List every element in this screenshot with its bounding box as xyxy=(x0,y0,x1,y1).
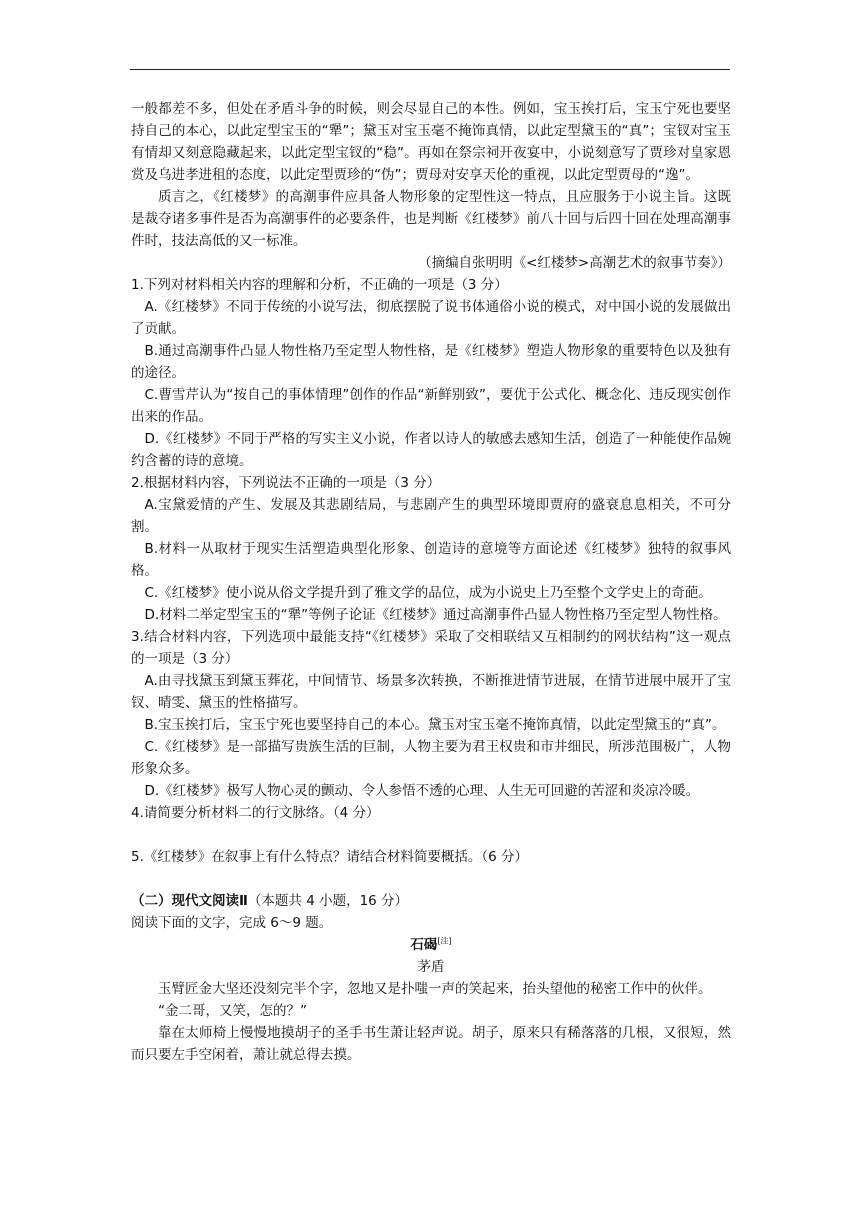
question-4: 4.请简要分析材料二的行文脉络。（4 分） xyxy=(131,805,380,821)
question-stem: 2.根据材料内容，下列说法不正确的一项是（3 分） xyxy=(131,475,441,491)
option-b: B.材料一从取材于现实生活塑造典型化形象、创造诗的意境等方面论述《红楼梦》独特的叙事风格。 xyxy=(131,541,731,579)
section-heading-bold: （二）现代文阅读Ⅱ xyxy=(131,893,248,909)
option-a: A.由寻找黛玉到黛玉葬花，中间情节、场景多次转换，不断推进情节进展，在情节进展中展开了宝钗、晴雯、黛玉的性格描写。 xyxy=(131,673,731,711)
section-heading-detail: （本题共 4 小题，16 分） xyxy=(247,893,409,909)
story-author: 茅盾 xyxy=(417,959,445,975)
source-citation: （摘编自张明明《<红楼梦>高潮艺术的叙事节奏》） xyxy=(418,255,731,271)
answer-space xyxy=(131,824,731,846)
option-d: D.《红楼梦》极写人物心灵的颤动、令人参悟不透的心理、人生无可回避的苦涩和炎凉冷暖。 xyxy=(144,783,700,799)
question-stem: 1.下列对材料相关内容的理解和分析，不正确的一项是（3 分） xyxy=(131,277,508,293)
option-b: B.通过高潮事件凸显人物性格乃至定型人物性格，是《红楼梦》塑造人物形象的重要特色以及独有的途径。 xyxy=(131,343,731,381)
question-1 xyxy=(131,274,731,472)
option-c: C.曹雪芹认为“按自己的事体情理”创作的作品“新鲜别致”，要优于公式化、概念化、违反现实创作出来的作品。 xyxy=(131,387,731,425)
story-title xyxy=(131,934,731,956)
footnote-mark: [注] xyxy=(437,936,452,946)
option-d: D.《红楼梦》不同于严格的写实主义小说，作者以诗人的敏感去感知生活，创造了一种能使作品婉约含蓄的诗的意境。 xyxy=(131,431,731,469)
story-paragraph: “金二哥，又笑，怎的？” xyxy=(158,1003,307,1019)
question-stem: 3.结合材料内容，下列选项中最能支持“《红楼梦》采取了交相联结又互相制约的网状结构”这一观点的一项是（3 分） xyxy=(131,629,731,667)
section-instruction: 阅读下面的文字，完成 6～9 题。 xyxy=(131,915,333,931)
story-paragraph: 靠在太师椅上慢慢地摸胡子的圣手书生萧让轻声说。胡子，原来只有稀落落的几根，又很短，然而只要左手空闲着，萧让就总得去摸。 xyxy=(131,1025,731,1063)
option-d: D.材料二举定型宝玉的“犟”等例子论证《红楼梦》通过高潮事件凸显人物性格乃至定型人物性格。 xyxy=(144,607,727,623)
header-rule xyxy=(130,69,730,70)
paragraph-continued: 一般都差不多，但处在矛盾斗争的时候，则会尽显自己的本性。例如，宝玉挨打后，宝玉宁死也要坚持自己的本心，以此定型宝玉的“犟”；黛玉对宝玉毫不掩饰真情，以此定型黛玉的“真”；宝钗对宝玉有情却又刻意隐藏起来，以此定型宝钗的“稳”。再如在祭宗祠开夜宴中，小说刻意写了贾珍对皇家恩赏及乌进孝进租的态度，以此定型贾珍的“伪”；贾母对安享天伦的重视，以此定型贾母的“逸”。 xyxy=(131,101,731,183)
document-body xyxy=(131,98,731,1066)
option-c: C.《红楼梦》使小说从俗文学提升到了雅文学的品位，成为小说史上乃至整个文学史上的奇葩。 xyxy=(144,585,712,601)
option-a: A.宝黛爱情的产生、发展及其悲剧结局，与悲剧产生的典型环境即贾府的盛衰息息相关，不可分割。 xyxy=(131,497,731,535)
question-5: 5.《红楼梦》在叙事上有什么特点？请结合材料简要概括。（6 分） xyxy=(131,849,529,865)
question-2 xyxy=(131,472,731,626)
story-title-text: 石碣 xyxy=(410,937,438,953)
story-paragraph: 玉臂匠金大坚还没刻完半个字，忽地又是扑嗤一声的笑起来，抬头望他的秘密工作中的伙伴。 xyxy=(158,981,712,997)
option-b: B.宝玉挨打后，宝玉宁死也要坚持自己的本心。黛玉对宝玉毫不掩饰真情，以此定型黛玉的“真”。 xyxy=(144,717,726,733)
option-a: A.《红楼梦》不同于传统的小说写法，彻底摆脱了说书体通俗小说的模式，对中国小说的发展做出了贡献。 xyxy=(131,299,731,337)
answer-space xyxy=(131,868,731,890)
option-c: C.《红楼梦》是一部描写贵族生活的巨制，人物主要为君王权贵和市井细民，所涉范围极广，人物形象众多。 xyxy=(131,739,731,777)
paragraph-conclusion: 质言之，《红楼梦》的高潮事件应具备人物形象的定型性这一特点，且应服务于小说主旨。这既是裁夺诸多事件是否为高潮事件的必要条件，也是判断《红楼梦》前八十回与后四十回在处理高潮事件时，技法高低的又一标准。 xyxy=(131,189,731,249)
section-heading xyxy=(131,890,731,912)
question-3 xyxy=(131,626,731,802)
